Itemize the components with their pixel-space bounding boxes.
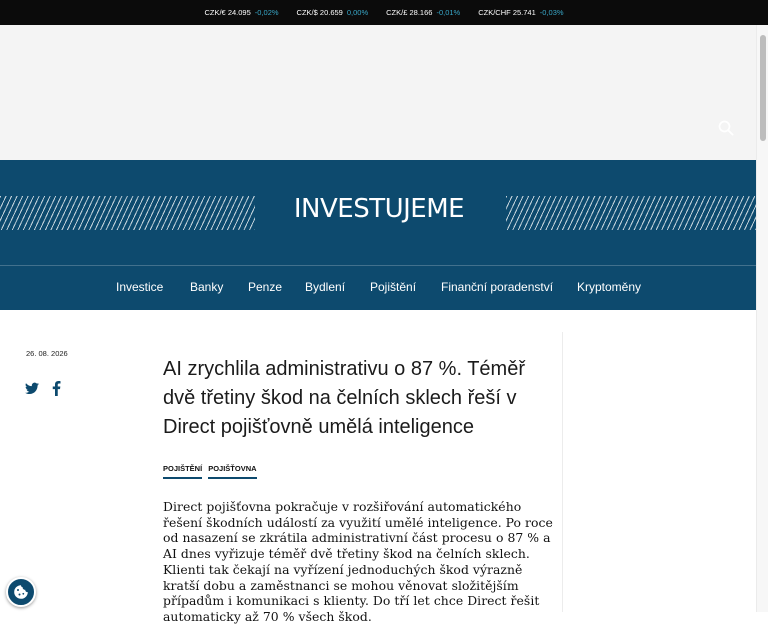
article-date: 26. 08. 2026 <box>26 349 68 358</box>
decorative-hatch-right <box>506 196 756 230</box>
site-logo[interactable]: INVESTUJEME <box>293 194 465 224</box>
ticker-item-usd <box>297 8 369 17</box>
ticker-change: -0,01% <box>436 8 461 17</box>
nav-item-kryptomeny[interactable]: Kryptoměny <box>577 280 642 294</box>
ticker-item-eur <box>204 8 278 17</box>
decorative-hatch-left <box>0 196 255 230</box>
article-title: AI zrychlila administrativu o 87 %. Téměř dvě třetiny škod na čelních sklech řeší v Direct pojišťovně umělá inteligence <box>163 358 525 438</box>
main-nav <box>0 266 756 310</box>
ticker-change: -0,02% <box>254 8 279 17</box>
ticker-pair: CZK/€ <box>204 8 226 17</box>
nav-item-financni-poradenstvi[interactable]: Finanční poradenství <box>441 280 554 294</box>
brand-band <box>0 160 756 265</box>
site-header <box>0 160 756 310</box>
nav-item-banky[interactable]: Banky <box>190 280 224 294</box>
scrollbar[interactable] <box>756 25 768 612</box>
nav-item-pojisteni[interactable]: Pojištění <box>370 280 417 294</box>
nav-item-penze[interactable]: Penze <box>248 280 283 294</box>
cookie-icon <box>13 584 29 600</box>
article-tags <box>163 464 257 479</box>
ticker-change: 0,00% <box>346 8 369 17</box>
ticker-value: 28.166 <box>409 8 433 17</box>
nav-item-bydleni[interactable]: Bydlení <box>305 280 346 294</box>
ticker-value: 25.741 <box>512 8 536 17</box>
scrollbar-thumb[interactable] <box>760 35 766 141</box>
ticker-change: -0,03% <box>539 8 564 17</box>
ticker-value: 20.659 <box>319 8 343 17</box>
ticker-item-gbp <box>386 8 460 17</box>
tag-pojisteni[interactable]: POJIŠTĚNÍ <box>163 464 202 479</box>
ticker-item-chf <box>478 8 563 17</box>
facebook-icon[interactable] <box>52 381 61 396</box>
ticker-pair: CZK/CHF <box>478 8 511 17</box>
cookie-settings-button[interactable] <box>6 577 36 607</box>
twitter-icon[interactable] <box>25 382 39 395</box>
sidebar-divider <box>562 332 563 612</box>
ticker-pair: CZK/£ <box>386 8 408 17</box>
ticker-value: 24.095 <box>227 8 251 17</box>
tag-pojistovna[interactable]: POJIŠŤOVNA <box>208 464 256 479</box>
search-icon[interactable] <box>718 120 734 136</box>
ad-placeholder <box>0 25 756 160</box>
nav-item-investice[interactable]: Investice <box>116 280 164 294</box>
currency-ticker <box>0 0 768 25</box>
ticker-pair: CZK/$ <box>296 8 318 17</box>
article-lead: Direct pojišťovna pokračuje v rozšiřování automatického řešení škodních událostí za využití umělé inteligence. Po roce od nasazení se zkrátila administrativní část procesu o 87 % a AI dnes vyřizuje téměř dvě třetiny škod na čelních sklech. Klienti tak čekají na vyřízení jednoduchých škod výrazně kratší dobu a zaměstnanci se mohou věnovat složitějším případům i komunikaci s klienty. Do tří let chce Direct řešit automaticky až 70 % všech škod. <box>163 499 553 624</box>
